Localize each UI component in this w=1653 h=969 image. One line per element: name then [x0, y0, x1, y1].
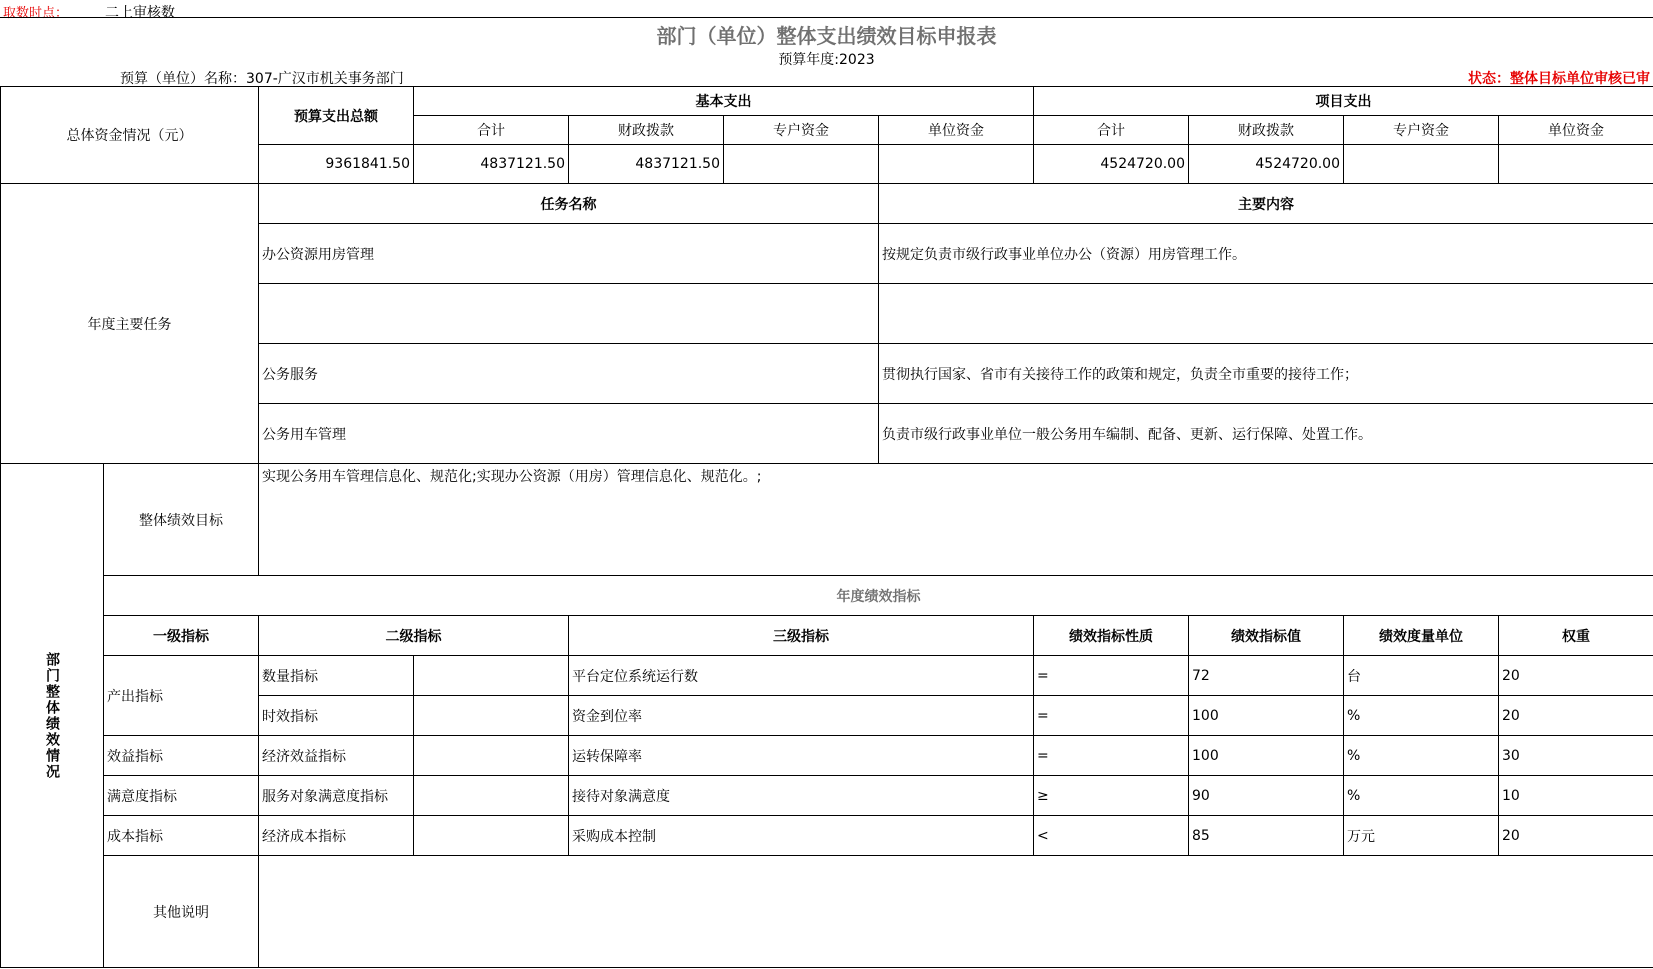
indicator-l2-extra	[414, 736, 569, 776]
project-special-header: 专户资金	[1344, 116, 1499, 145]
indicator-l3-header: 三级指标	[569, 616, 1034, 656]
total-budget-header: 预算支出总额	[259, 87, 414, 145]
data-point-label: 取数时点：	[3, 6, 69, 21]
total-budget-value: 9361841.50	[259, 145, 414, 184]
goal-label: 整体绩效目标	[104, 464, 259, 576]
indicator-l2: 经济效益指标	[259, 736, 414, 776]
basic-expense-header: 基本支出	[414, 87, 1034, 116]
indicator-l1: 效益指标	[104, 736, 259, 776]
goal-text: 实现公务用车管理信息化、规范化;实现办公资源（用房）管理信息化、规范化。;	[259, 464, 1653, 576]
task-content: 负责市级行政事业单位一般公务用车编制、配备、更新、运行保障、处置工作。	[879, 404, 1653, 464]
budget-year: 预算年度:2023	[778, 52, 875, 68]
basic-total-value: 4837121.50	[414, 145, 569, 184]
project-fiscal-header: 财政拨款	[1189, 116, 1344, 145]
indicator-l1: 满意度指标	[104, 776, 259, 816]
indicator-nature: =	[1034, 696, 1189, 736]
indicator-l2-extra	[414, 656, 569, 696]
basic-total-header: 合计	[414, 116, 569, 145]
other-notes-label: 其他说明	[104, 856, 259, 968]
basic-special-value	[724, 145, 879, 184]
indicator-unit: 台	[1344, 656, 1499, 696]
indicator-l2: 经济成本指标	[259, 816, 414, 856]
other-notes-text	[259, 856, 1653, 968]
task-content-header: 主要内容	[879, 184, 1653, 224]
funds-row-label: 总体资金情况（元）	[1, 87, 259, 184]
project-total-header: 合计	[1034, 116, 1189, 145]
task-name-header: 任务名称	[259, 184, 879, 224]
indicator-value: 100	[1189, 696, 1344, 736]
performance-side-text: 部门整体绩效情况	[44, 651, 60, 780]
indicator-l3: 资金到位率	[569, 696, 1034, 736]
indicator-weight: 20	[1499, 696, 1653, 736]
indicator-weight: 30	[1499, 736, 1653, 776]
indicator-l3: 采购成本控制	[569, 816, 1034, 856]
indicator-l1: 产出指标	[104, 656, 259, 736]
basic-unit-header: 单位资金	[879, 116, 1034, 145]
tasks-row-label: 年度主要任务	[1, 184, 259, 464]
indicator-nature: ≥	[1034, 776, 1189, 816]
project-expense-header: 项目支出	[1034, 87, 1653, 116]
data-point-value: 二上审核数	[105, 5, 175, 21]
project-total-value: 4524720.00	[1034, 145, 1189, 184]
indicator-value-header: 绩效指标值	[1189, 616, 1344, 656]
indicator-nature: <	[1034, 816, 1189, 856]
indicator-nature-header: 绩效指标性质	[1034, 616, 1189, 656]
indicator-l2: 时效指标	[259, 696, 414, 736]
indicator-value: 100	[1189, 736, 1344, 776]
basic-fiscal-value: 4837121.50	[569, 145, 724, 184]
indicator-value: 85	[1189, 816, 1344, 856]
unit-name: 预算（单位）名称：307-广汉市机关事务部门	[120, 71, 404, 87]
task-content	[879, 284, 1653, 344]
indicators-title: 年度绩效指标	[104, 576, 1653, 616]
basic-unit-value	[879, 145, 1034, 184]
indicator-unit: %	[1344, 776, 1499, 816]
task-content: 按规定负责市级行政事业单位办公（资源）用房管理工作。	[879, 224, 1653, 284]
page-title: 部门（单位）整体支出绩效目标申报表	[656, 24, 997, 48]
indicator-unit: 万元	[1344, 816, 1499, 856]
indicator-l2-extra	[414, 776, 569, 816]
indicator-value: 72	[1189, 656, 1344, 696]
indicator-l2-extra	[414, 696, 569, 736]
indicator-l2-extra	[414, 816, 569, 856]
indicator-unit-header: 绩效度量单位	[1344, 616, 1499, 656]
indicator-l2: 服务对象满意度指标	[259, 776, 414, 816]
indicator-nature: =	[1034, 736, 1189, 776]
status-badge: 状态：整体目标单位审核已审	[1468, 71, 1650, 87]
indicator-l2: 数量指标	[259, 656, 414, 696]
indicator-value: 90	[1189, 776, 1344, 816]
indicator-unit: %	[1344, 696, 1499, 736]
indicator-nature: =	[1034, 656, 1189, 696]
indicator-weight-header: 权重	[1499, 616, 1653, 656]
project-unit-value	[1499, 145, 1653, 184]
performance-side-label	[1, 464, 104, 968]
indicator-unit: %	[1344, 736, 1499, 776]
basic-fiscal-header: 财政拨款	[569, 116, 724, 145]
task-name: 公务用车管理	[259, 404, 879, 464]
task-name: 办公资源用房管理	[259, 224, 879, 284]
indicator-weight: 20	[1499, 656, 1653, 696]
project-fiscal-value: 4524720.00	[1189, 145, 1344, 184]
indicator-weight: 20	[1499, 816, 1653, 856]
task-name: 公务服务	[259, 344, 879, 404]
task-name	[259, 284, 879, 344]
task-content: 贯彻执行国家、省市有关接待工作的政策和规定，负责全市重要的接待工作；	[879, 344, 1653, 404]
indicator-l3: 运转保障率	[569, 736, 1034, 776]
indicator-l1: 成本指标	[104, 816, 259, 856]
basic-special-header: 专户资金	[724, 116, 879, 145]
performance-table	[0, 86, 1653, 968]
indicator-weight: 10	[1499, 776, 1653, 816]
project-special-value	[1344, 145, 1499, 184]
header-divider	[0, 17, 1653, 18]
indicator-l3: 接待对象满意度	[569, 776, 1034, 816]
indicator-l1-header: 一级指标	[104, 616, 259, 656]
project-unit-header: 单位资金	[1499, 116, 1653, 145]
indicator-l3: 平台定位系统运行数	[569, 656, 1034, 696]
indicator-l2-header: 二级指标	[259, 616, 569, 656]
